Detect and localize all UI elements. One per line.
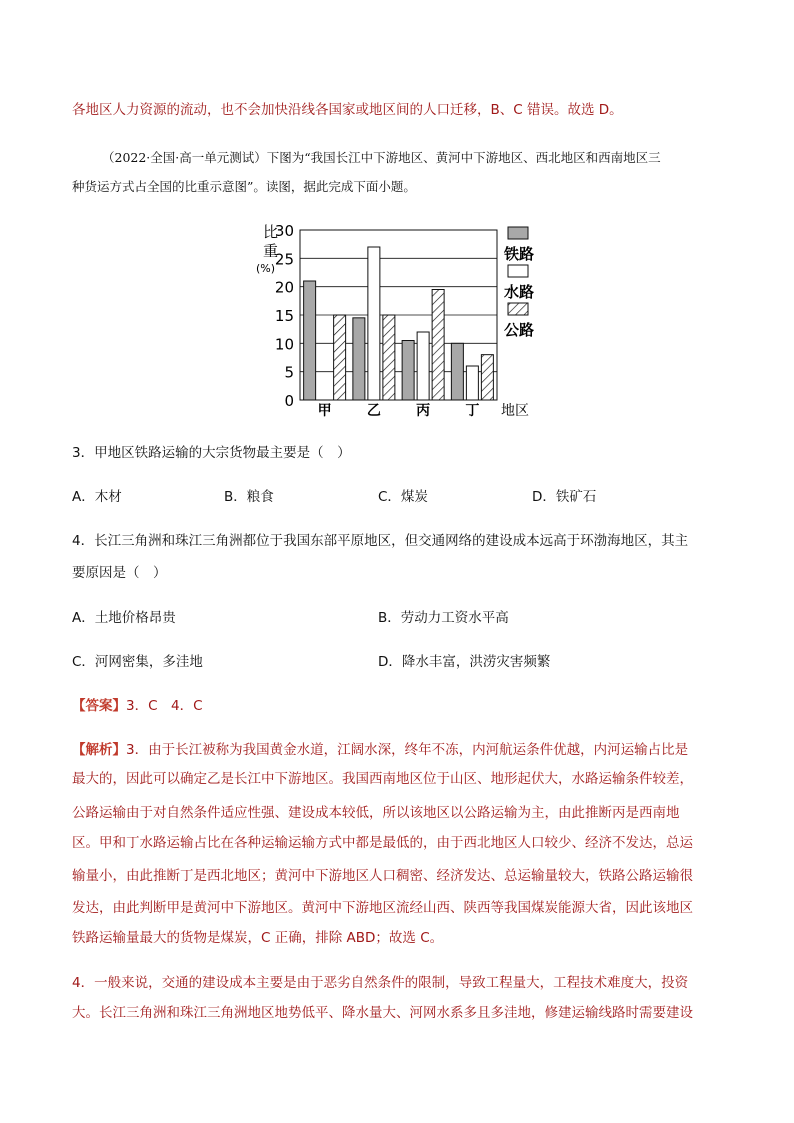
q4-stem-line-2: 要原因是（ ）	[72, 565, 167, 581]
question-intro-line-2: 种货运方式占全国的比重示意图”。读图，据此完成下面小题。	[72, 179, 416, 194]
y-tick-label: 20	[274, 278, 294, 297]
y-tick-label: 10	[274, 335, 294, 354]
bar-公路-丁	[481, 355, 493, 400]
analysis-text: 3．由于长江被称为我国黄金水道，江阔水深，终年不冻，内河航运条件优越，内河运输占比是	[126, 742, 689, 758]
freight-share-chart	[250, 215, 550, 420]
x-category-label: 乙	[366, 403, 381, 419]
bar-公路-丙	[432, 290, 444, 401]
q4-option-d[interactable]: D．降水丰富，洪涝灾害频繁	[378, 654, 551, 670]
analysis-line-7: 铁路运输量最大的货物是煤炭，C 正确，排除 ABD；故选 C。	[72, 930, 444, 946]
y-axis-label-part: 比	[263, 223, 279, 241]
legend-swatch-水路	[508, 265, 528, 277]
y-tick-label: 25	[274, 250, 294, 269]
continuation-text: 各地区人力资源的流动，也不会加快沿线各国家或地区间的人口迁移，B、C 错误。故选 D。	[72, 102, 623, 118]
q4-stem-line-1: 4．长江三角洲和珠江三角洲都位于我国东部平原地区，但交通网络的建设成本远高于环渤海地区，其主	[72, 533, 689, 549]
bar-水路-乙	[368, 247, 380, 400]
q3-option-a[interactable]: A．木材	[72, 489, 122, 505]
q3-option-d[interactable]: D．铁矿石	[532, 489, 597, 505]
answer-tag: 【答案】	[72, 698, 126, 714]
analysis-line-5: 输量小，由此推断丁是西北地区；黄河中下游地区人口稠密、经济发达、总运输量较大，铁路公路运输很	[72, 868, 693, 884]
legend-swatch-铁路	[508, 227, 528, 239]
analysis-tag: 【解析】	[72, 742, 126, 758]
bar-铁路-甲	[304, 281, 316, 400]
y-tick-label: 30	[274, 222, 294, 240]
x-category-label: 丙	[416, 403, 431, 419]
bar-水路-丙	[417, 332, 429, 400]
legend-label: 铁路	[504, 245, 535, 263]
bar-铁路-乙	[353, 318, 365, 400]
y-tick-label: 0	[284, 392, 294, 410]
q4-option-a[interactable]: A．土地价格昂贵	[72, 610, 176, 626]
answer-text: 3．C 4．C	[126, 698, 203, 714]
q4-option-b[interactable]: B．劳动力工资水平高	[378, 610, 509, 626]
bar-水路-丁	[466, 366, 478, 400]
legend-label: 水路	[504, 283, 535, 301]
bar-公路-甲	[334, 315, 346, 400]
bar-铁路-丁	[451, 343, 463, 400]
y-tick-label: 5	[284, 363, 294, 382]
question-intro-line-1: （2022·全国·高一单元测试）下图为“我国长江中下游地区、黄河中下游地区、西北地区和西南地区三	[102, 150, 661, 165]
y-axis-label-part: (%)	[256, 262, 276, 275]
analysis-line-6: 发达，由此判断甲是黄河中下游地区。黄河中下游地区流经山西、陕西等我国煤炭能源大省，因此该地区	[72, 900, 693, 916]
q3-option-c[interactable]: C．煤炭	[378, 489, 428, 505]
x-axis-label: 地区	[501, 403, 529, 419]
analysis-line-1	[72, 740, 688, 760]
legend-label: 公路	[504, 321, 535, 339]
y-tick-label: 15	[274, 307, 294, 325]
legend-swatch-公路	[508, 303, 528, 315]
analysis-q4-line-1: 4．一般来说，交通的建设成本主要是由于恶劣自然条件的限制，导致工程量大，工程技术难度大，投资	[72, 975, 689, 991]
y-axis-label-part: 重	[263, 242, 279, 260]
analysis-line-2: 最大的，因此可以确定乙是长江中下游地区。我国西南地区位于山区、地形起伏大，水路运输条件较差，	[72, 771, 693, 787]
q3-stem: 3．甲地区铁路运输的大宗货物最主要是（ ）	[72, 445, 351, 461]
x-category-label: 丁	[465, 403, 480, 419]
answer-line	[72, 696, 203, 716]
x-category-label: 甲	[317, 403, 332, 419]
q4-option-c[interactable]: C．河网密集，多洼地	[72, 654, 203, 670]
analysis-line-4: 区。甲和丁水路运输占比在各种运输运输方式中都是最低的，由于西北地区人口较少、经济不发达，总运	[72, 835, 693, 851]
bar-公路-乙	[383, 315, 395, 400]
analysis-line-3: 公路运输由于对自然条件适应性强、建设成本较低，所以该地区以公路运输为主，由此推断丙是西南地	[72, 805, 680, 821]
q3-option-b[interactable]: B．粮食	[224, 489, 274, 505]
analysis-q4-line-2: 大。长江三角洲和珠江三角洲地区地势低平、降水量大、河网水系多且多洼地，修建运输线路时需要建设	[72, 1005, 693, 1021]
bar-铁路-丙	[402, 341, 414, 401]
